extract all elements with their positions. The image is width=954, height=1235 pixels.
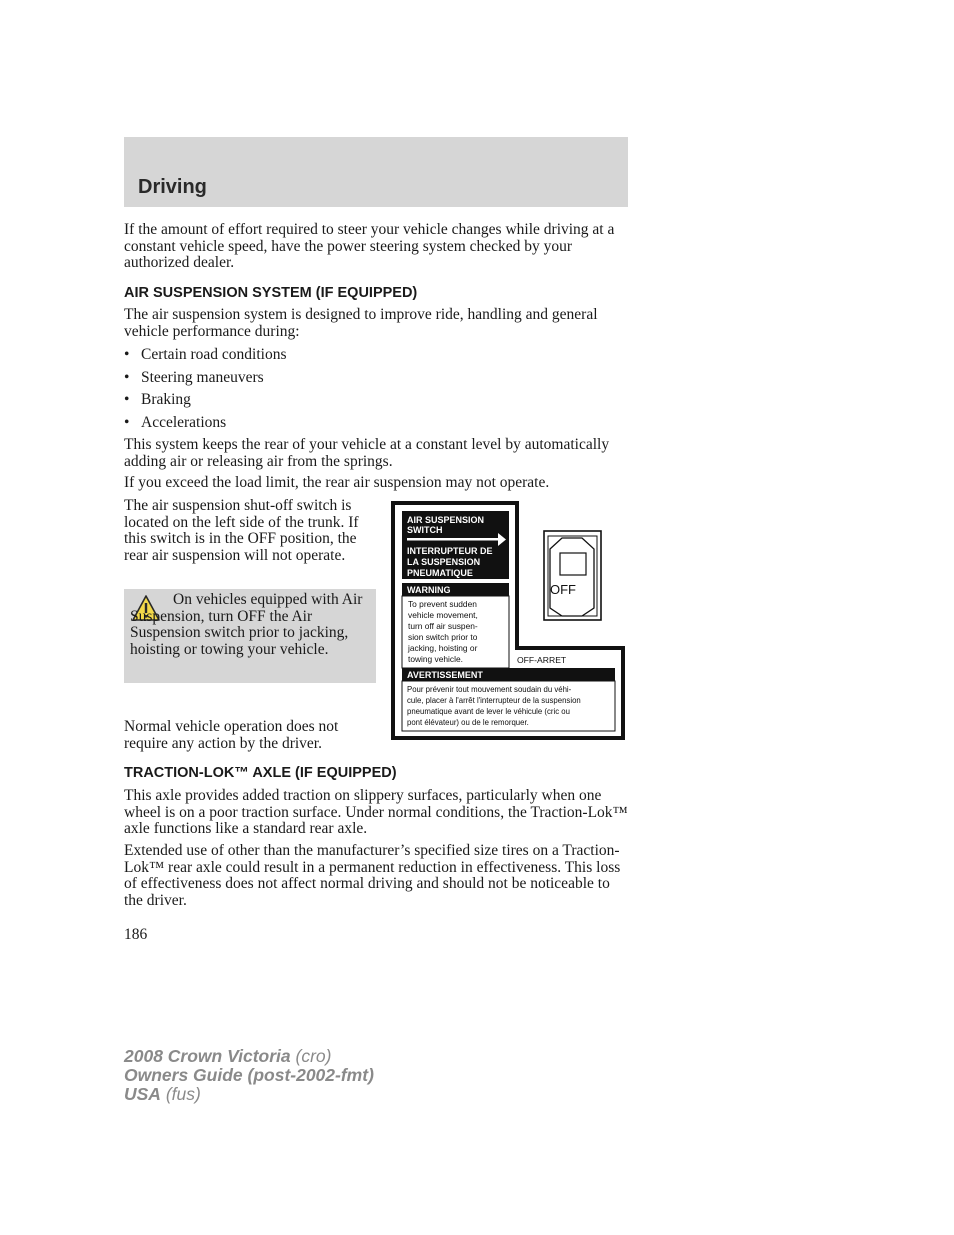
label-title-fr-2: LA SUSPENSION: [407, 557, 481, 567]
traction-lok-heading: TRACTION-LOK™ AXLE (IF EQUIPPED): [124, 765, 397, 781]
air-suspension-paragraph-5: Normal vehicle operation does not require any action by the driver.: [124, 718, 339, 752]
list-item: • Accelerations: [124, 414, 227, 431]
intro-paragraph: If the amount of effort required to steer your vehicle changes while driving at a constant vehicle speed, have the power steering system checked by your authorized dealer.: [124, 221, 615, 271]
label-warning-line: sion switch prior to: [408, 632, 478, 642]
label-warning-header: WARNING: [407, 585, 451, 595]
traction-lok-paragraph-2: Extended use of other than the manufacturer’s specified size tires on a Traction-Lok™ rear axle could result in a permanent reduction in effectiveness. This loss of effectiveness does not affect normal driving and should not be noticeable to the driver.: [124, 842, 621, 909]
air-suspension-switch-label-figure: [390, 500, 628, 743]
warning-text: On vehicles equipped with Air Suspension, turn OFF the Air Suspension switch prior to jacking, hoisting or towing your vehicle.: [130, 591, 363, 658]
switch-icon: [544, 531, 601, 620]
label-title-fr-3: PNEUMATIQUE: [407, 568, 473, 578]
label-title-fr-1: INTERRUPTEUR DE: [407, 546, 493, 556]
label-warning-line: towing vehicle.: [408, 654, 463, 664]
document-footer: [124, 1047, 374, 1104]
label-warning-line: vehicle movement,: [408, 610, 478, 620]
list-item: • Steering maneuvers: [124, 369, 264, 386]
traction-lok-paragraph-1: This axle provides added traction on slippery surfaces, particularly when one wheel is on a poor traction surface. Under normal conditions, the Traction-Lok™ axle functions like a standard rear axle.: [124, 787, 628, 837]
label-title-en-2: SWITCH: [407, 525, 443, 535]
switch-off-text: OFF: [550, 582, 576, 597]
label-title-en-1: AIR SUSPENSION: [407, 515, 485, 525]
air-suspension-paragraph-2: This system keeps the rear of your vehicle at a constant level by automatically adding air or releasing air from the springs.: [124, 436, 610, 470]
label-avertissement-line: Pour prévenir tout mouvement soudain du véhi-: [407, 685, 572, 694]
label-warning-line: To prevent sudden: [408, 599, 477, 609]
footer-model-code: (cro): [295, 1046, 332, 1066]
air-suspension-paragraph-4: The air suspension shut-off switch is located on the left side of the trunk. If this switch is in the OFF position, the rear air suspension will not operate.: [124, 497, 359, 564]
label-avertissement-line: pont élévateur) ou de le remorquer.: [407, 718, 529, 727]
footer-model: 2008 Crown Victoria: [124, 1046, 291, 1066]
air-suspension-paragraph-1: The air suspension system is designed to improve ride, handling and general vehicle performance during:: [124, 306, 598, 340]
footer-guide: Owners Guide (post-2002-fmt): [124, 1065, 374, 1085]
list-item: • Braking: [124, 391, 191, 408]
label-avertissement-line: cule, placer à l'arrêt l'interrupteur de la suspension: [407, 696, 581, 705]
label-warning-line: turn off air suspen-: [408, 621, 478, 631]
air-suspension-paragraph-3: If you exceed the load limit, the rear air suspension may not operate.: [124, 474, 550, 491]
footer-market: USA: [124, 1084, 161, 1104]
footer-market-code: (fus): [165, 1084, 201, 1104]
off-arret-text: OFF-ARRET: [517, 655, 567, 665]
list-item: • Certain road conditions: [124, 346, 287, 363]
label-avertissement-line: pneumatique avant de lever le véhicule (cric ou: [407, 707, 570, 716]
warning-callout: [124, 589, 376, 683]
section-title: Driving: [138, 176, 207, 198]
label-warning-line: jacking, hoisting or: [408, 643, 478, 653]
air-suspension-heading: AIR SUSPENSION SYSTEM (IF EQUIPPED): [124, 285, 418, 301]
label-avertissement-header: AVERTISSEMENT: [407, 670, 483, 680]
page-number: 186: [124, 926, 148, 943]
